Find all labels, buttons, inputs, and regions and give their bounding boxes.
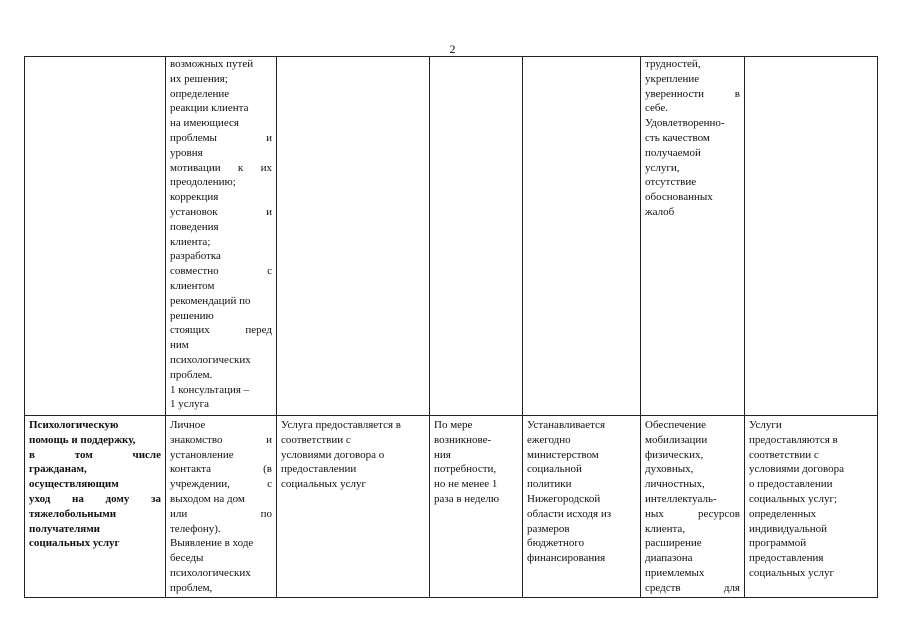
cell-text-line: установление bbox=[170, 448, 234, 461]
cell-quality-indicators bbox=[641, 416, 745, 598]
cell-text-line: личностных, bbox=[645, 478, 705, 491]
cell-text-line: соответствии с bbox=[281, 433, 351, 446]
cell-text-line: соответствии с bbox=[749, 448, 819, 461]
cell-text-line: укрепление bbox=[645, 72, 700, 85]
cell-text-line: определение bbox=[170, 87, 230, 100]
cell-text-line: рекомендаций по bbox=[170, 294, 251, 307]
cell-text-line: предоставлении bbox=[281, 463, 357, 476]
cell-text-line: раза в неделю bbox=[434, 492, 500, 505]
cell-text-line: ежегодно bbox=[527, 433, 571, 446]
cell-text-line: проблем, bbox=[170, 581, 213, 594]
cell-text-line: учреждении, с bbox=[170, 478, 272, 491]
cell-frequency bbox=[430, 57, 523, 416]
cell-text-line: ных ресурсов bbox=[645, 507, 740, 520]
cell-text-line: Услуги bbox=[749, 419, 782, 431]
cell-text-line: получателями bbox=[29, 522, 101, 535]
cell-text-line: в том числе bbox=[29, 448, 161, 461]
cell-text-line: программой bbox=[749, 537, 807, 550]
cell-text-line: потребности, bbox=[434, 463, 497, 476]
cell-service-name bbox=[25, 57, 166, 416]
cell-text-line: ним bbox=[170, 339, 189, 352]
cell-text-line: физических, bbox=[645, 448, 704, 461]
cell-text-line: уход на дому за bbox=[29, 492, 161, 505]
cell-conditions-provision bbox=[745, 416, 878, 598]
cell-text-line: предоставления bbox=[749, 552, 824, 565]
cell-text-line: уверенности в bbox=[645, 87, 740, 100]
cell-text-line: финансирования bbox=[527, 552, 606, 565]
cell-text-line: приемлемых bbox=[645, 566, 705, 579]
cell-text-line: Личное bbox=[170, 419, 206, 431]
cell-text-line: проблемы и bbox=[170, 131, 272, 144]
cell-frequency bbox=[430, 416, 523, 598]
cell-text-line: услуги, bbox=[645, 161, 680, 174]
cell-text-line: сть качеством bbox=[645, 131, 710, 144]
cell-text-line: на имеющиеся bbox=[170, 117, 239, 130]
cell-text-line: индивидуальной bbox=[749, 522, 828, 535]
cell-text-line: но не менее 1 bbox=[434, 478, 498, 491]
cell-text-line: себе. bbox=[645, 102, 668, 115]
cell-text-line: о предоставлении bbox=[749, 478, 833, 491]
cell-text-line: мотивации к их bbox=[170, 161, 272, 174]
cell-text-line: стоящих перед bbox=[170, 324, 272, 337]
cell-text-line: социальных услуг bbox=[29, 537, 120, 550]
cell-text-line: знакомство и bbox=[170, 433, 272, 446]
cell-conditions bbox=[277, 416, 430, 598]
page-number: 2 bbox=[449, 42, 456, 56]
cell-text-line: 1 консультация – bbox=[170, 383, 250, 396]
cell-text-line: По мере bbox=[434, 419, 473, 431]
cell-text-line: Психологическую bbox=[29, 419, 119, 431]
cell-text-line: определенных bbox=[749, 507, 817, 520]
cell-conditions-provision bbox=[745, 57, 878, 416]
cell-text-line: помощь и поддержку, bbox=[29, 433, 136, 446]
cell-text-line: преодолению; bbox=[170, 176, 236, 189]
cell-text-line: условиями договора bbox=[749, 463, 844, 476]
cell-text-line: размеров bbox=[527, 522, 570, 535]
cell-service-content bbox=[166, 57, 277, 416]
cell-text-line: области исходя из bbox=[527, 507, 612, 520]
cell-text-line: Удовлетвореннo- bbox=[645, 117, 725, 130]
cell-service-name bbox=[25, 416, 166, 598]
cell-text-line: получаемой bbox=[645, 146, 701, 159]
cell-text-line: Услуга предоставляется в bbox=[281, 419, 401, 431]
cell-text-line: клиента, bbox=[645, 522, 686, 535]
cell-volume bbox=[523, 57, 641, 416]
cell-text-line: диапазона bbox=[645, 552, 693, 565]
cell-text-line: 1 услуга bbox=[170, 398, 210, 411]
cell-text-line: разработка bbox=[170, 250, 221, 263]
cell-text-line: коррекция bbox=[170, 191, 219, 204]
cell-text-line: клиента; bbox=[170, 235, 211, 248]
cell-text-line: возникнове- bbox=[434, 433, 492, 446]
cell-text-line: Обеспечение bbox=[645, 419, 706, 431]
cell-text-line: беседы bbox=[170, 552, 204, 565]
cell-text-line: психологических bbox=[170, 566, 251, 579]
cell-text-line: условиями договора о bbox=[281, 448, 385, 461]
services-table bbox=[24, 56, 878, 598]
cell-text-line: отсутствие bbox=[645, 176, 697, 189]
cell-text-line: предоставляются в bbox=[749, 433, 838, 446]
cell-text-line: психологических bbox=[170, 353, 251, 366]
cell-text-line: уровня bbox=[170, 146, 203, 159]
cell-text-line: решению bbox=[170, 309, 214, 322]
cell-conditions bbox=[277, 57, 430, 416]
cell-text-line: министерством bbox=[527, 448, 599, 461]
cell-text-line: расширение bbox=[645, 537, 702, 550]
cell-text-line: тяжелобольными bbox=[29, 507, 117, 520]
cell-text-line: или по bbox=[170, 507, 272, 520]
cell-text-line: социальных услуг; bbox=[749, 492, 838, 505]
cell-text-line: совместно с bbox=[170, 265, 272, 278]
table-row bbox=[25, 416, 878, 598]
cell-text-line: трудностей, bbox=[645, 58, 701, 70]
cell-text-line: контакта (в bbox=[170, 463, 272, 476]
cell-text-line: Устанавливается bbox=[527, 419, 606, 431]
cell-text-line: возможных путей bbox=[170, 58, 254, 70]
cell-text-line: жалоб bbox=[645, 205, 675, 218]
cell-text-line: политики bbox=[527, 478, 572, 491]
cell-volume bbox=[523, 416, 641, 598]
cell-text-line: социальных услуг bbox=[749, 566, 835, 579]
cell-text-line: Выявление в ходе bbox=[170, 537, 254, 550]
cell-text-line: социальной bbox=[527, 463, 582, 476]
cell-quality-indicators bbox=[641, 57, 745, 416]
cell-text-line: их решения; bbox=[170, 72, 228, 85]
cell-text-line: обоснованных bbox=[645, 191, 713, 204]
cell-text-line: Нижегородской bbox=[527, 492, 601, 505]
cell-text-line: осуществляющим bbox=[29, 478, 119, 491]
cell-text-line: реакции клиента bbox=[170, 102, 249, 115]
cell-text-line: бюджетного bbox=[527, 537, 585, 550]
cell-text-line: выходом на дом bbox=[170, 492, 245, 505]
cell-text-line: клиентом bbox=[170, 279, 215, 292]
cell-text-line: ния bbox=[434, 448, 451, 461]
cell-text-line: духовных, bbox=[645, 463, 694, 476]
table-row bbox=[25, 57, 878, 416]
cell-text-line: поведения bbox=[170, 220, 219, 233]
cell-text-line: установок и bbox=[170, 205, 272, 218]
cell-text-line: телефону). bbox=[170, 522, 221, 535]
cell-text-line: гражданам, bbox=[29, 463, 87, 476]
cell-text-line: социальных услуг bbox=[281, 478, 367, 491]
cell-text-line: проблем. bbox=[170, 368, 213, 381]
cell-service-content bbox=[166, 416, 277, 598]
cell-text-line: интеллектуаль- bbox=[645, 492, 717, 505]
cell-text-line: средств для bbox=[645, 581, 740, 594]
cell-text-line: мобилизации bbox=[645, 433, 708, 446]
